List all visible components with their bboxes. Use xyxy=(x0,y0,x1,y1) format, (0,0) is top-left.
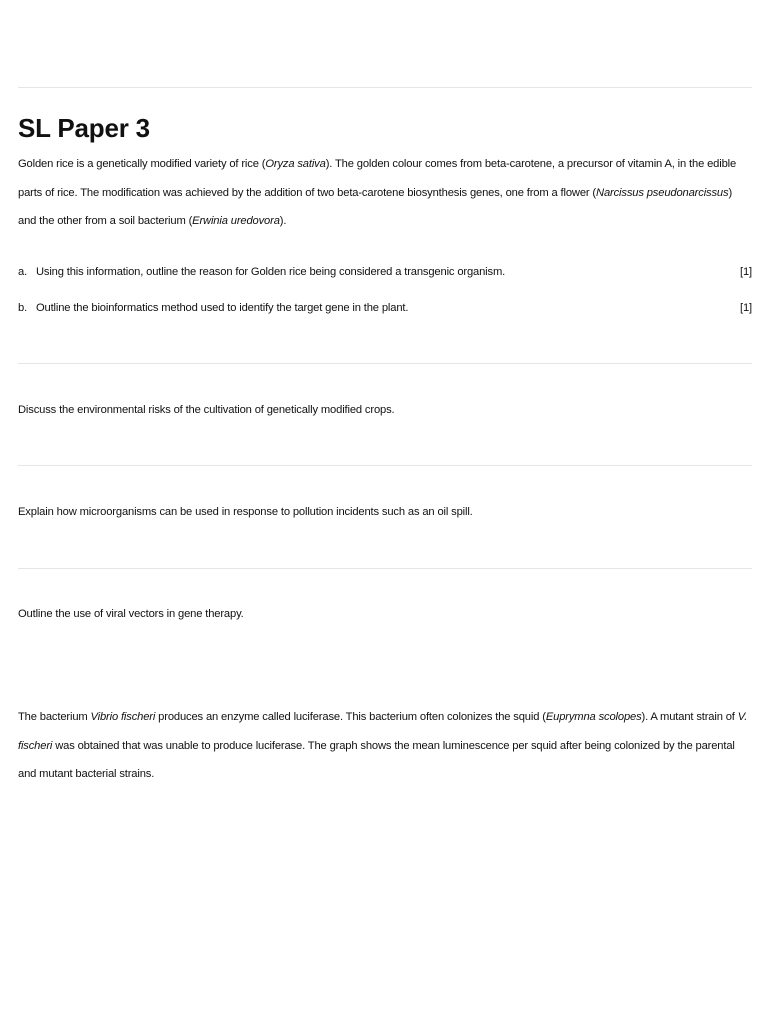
question-a xyxy=(18,262,752,282)
stem-text: ). xyxy=(279,215,287,227)
scientific-name: Erwinia uredovora xyxy=(192,215,280,227)
golden-rice-stem xyxy=(18,150,752,236)
question-text: Using this information, outline the reason for Golden rice being considered a transgenic organism. xyxy=(35,266,506,278)
question-b xyxy=(18,298,752,318)
question-label: b. xyxy=(18,302,28,314)
stem-text: ). The golden colour comes from beta-carotene, a precursor of vitamin A, in the edible parts of rice. The modification was achieved by the addition of two beta-carotene biosynthesis genes, one from a flower ( xyxy=(18,158,737,199)
page-title: SL Paper 3 xyxy=(18,113,150,143)
question-viral-vectors: Outline the use of viral vectors in gene therapy. xyxy=(18,608,244,620)
scientific-name: Euprymna scolopes xyxy=(545,711,642,723)
question-label: a. xyxy=(18,266,28,278)
question-microorganisms: Explain how microorganisms can be used in response to pollution incidents such as an oil spill. xyxy=(18,506,473,518)
stem-text: produces an enzyme called luciferase. This bacterium often colonizes the squid ( xyxy=(155,711,546,723)
section-divider xyxy=(18,363,752,364)
stem-text: ) and the other from a soil bacterium ( xyxy=(18,186,733,227)
scientific-name: V. fischeri xyxy=(18,711,748,752)
stem-text: Golden rice is a genetically modified variety of rice ( xyxy=(18,158,266,170)
section-divider xyxy=(18,465,752,466)
scientific-name: Narcissus pseudonarcissus xyxy=(596,186,729,199)
marks-badge: [1] xyxy=(740,266,752,278)
scientific-name: Vibrio fischeri xyxy=(90,711,156,723)
question-text: Outline the bioinformatics method used to identify the target gene in the plant. xyxy=(35,302,409,314)
stem-text: The bacterium xyxy=(18,711,91,723)
top-divider xyxy=(18,87,752,88)
question-environmental: Discuss the environmental risks of the cultivation of genetically modified crops. xyxy=(18,404,395,416)
section-divider xyxy=(18,568,752,569)
marks-badge: [1] xyxy=(740,302,752,314)
stem-text: was obtained that was unable to produce luciferase. The graph shows the mean luminescence per squid after being colonized by the parental and mutant bacterial strains. xyxy=(18,739,735,780)
scientific-name: Oryza sativa xyxy=(265,158,326,170)
vibrio-stem xyxy=(18,703,752,789)
stem-text: ). A mutant strain of xyxy=(641,711,738,723)
